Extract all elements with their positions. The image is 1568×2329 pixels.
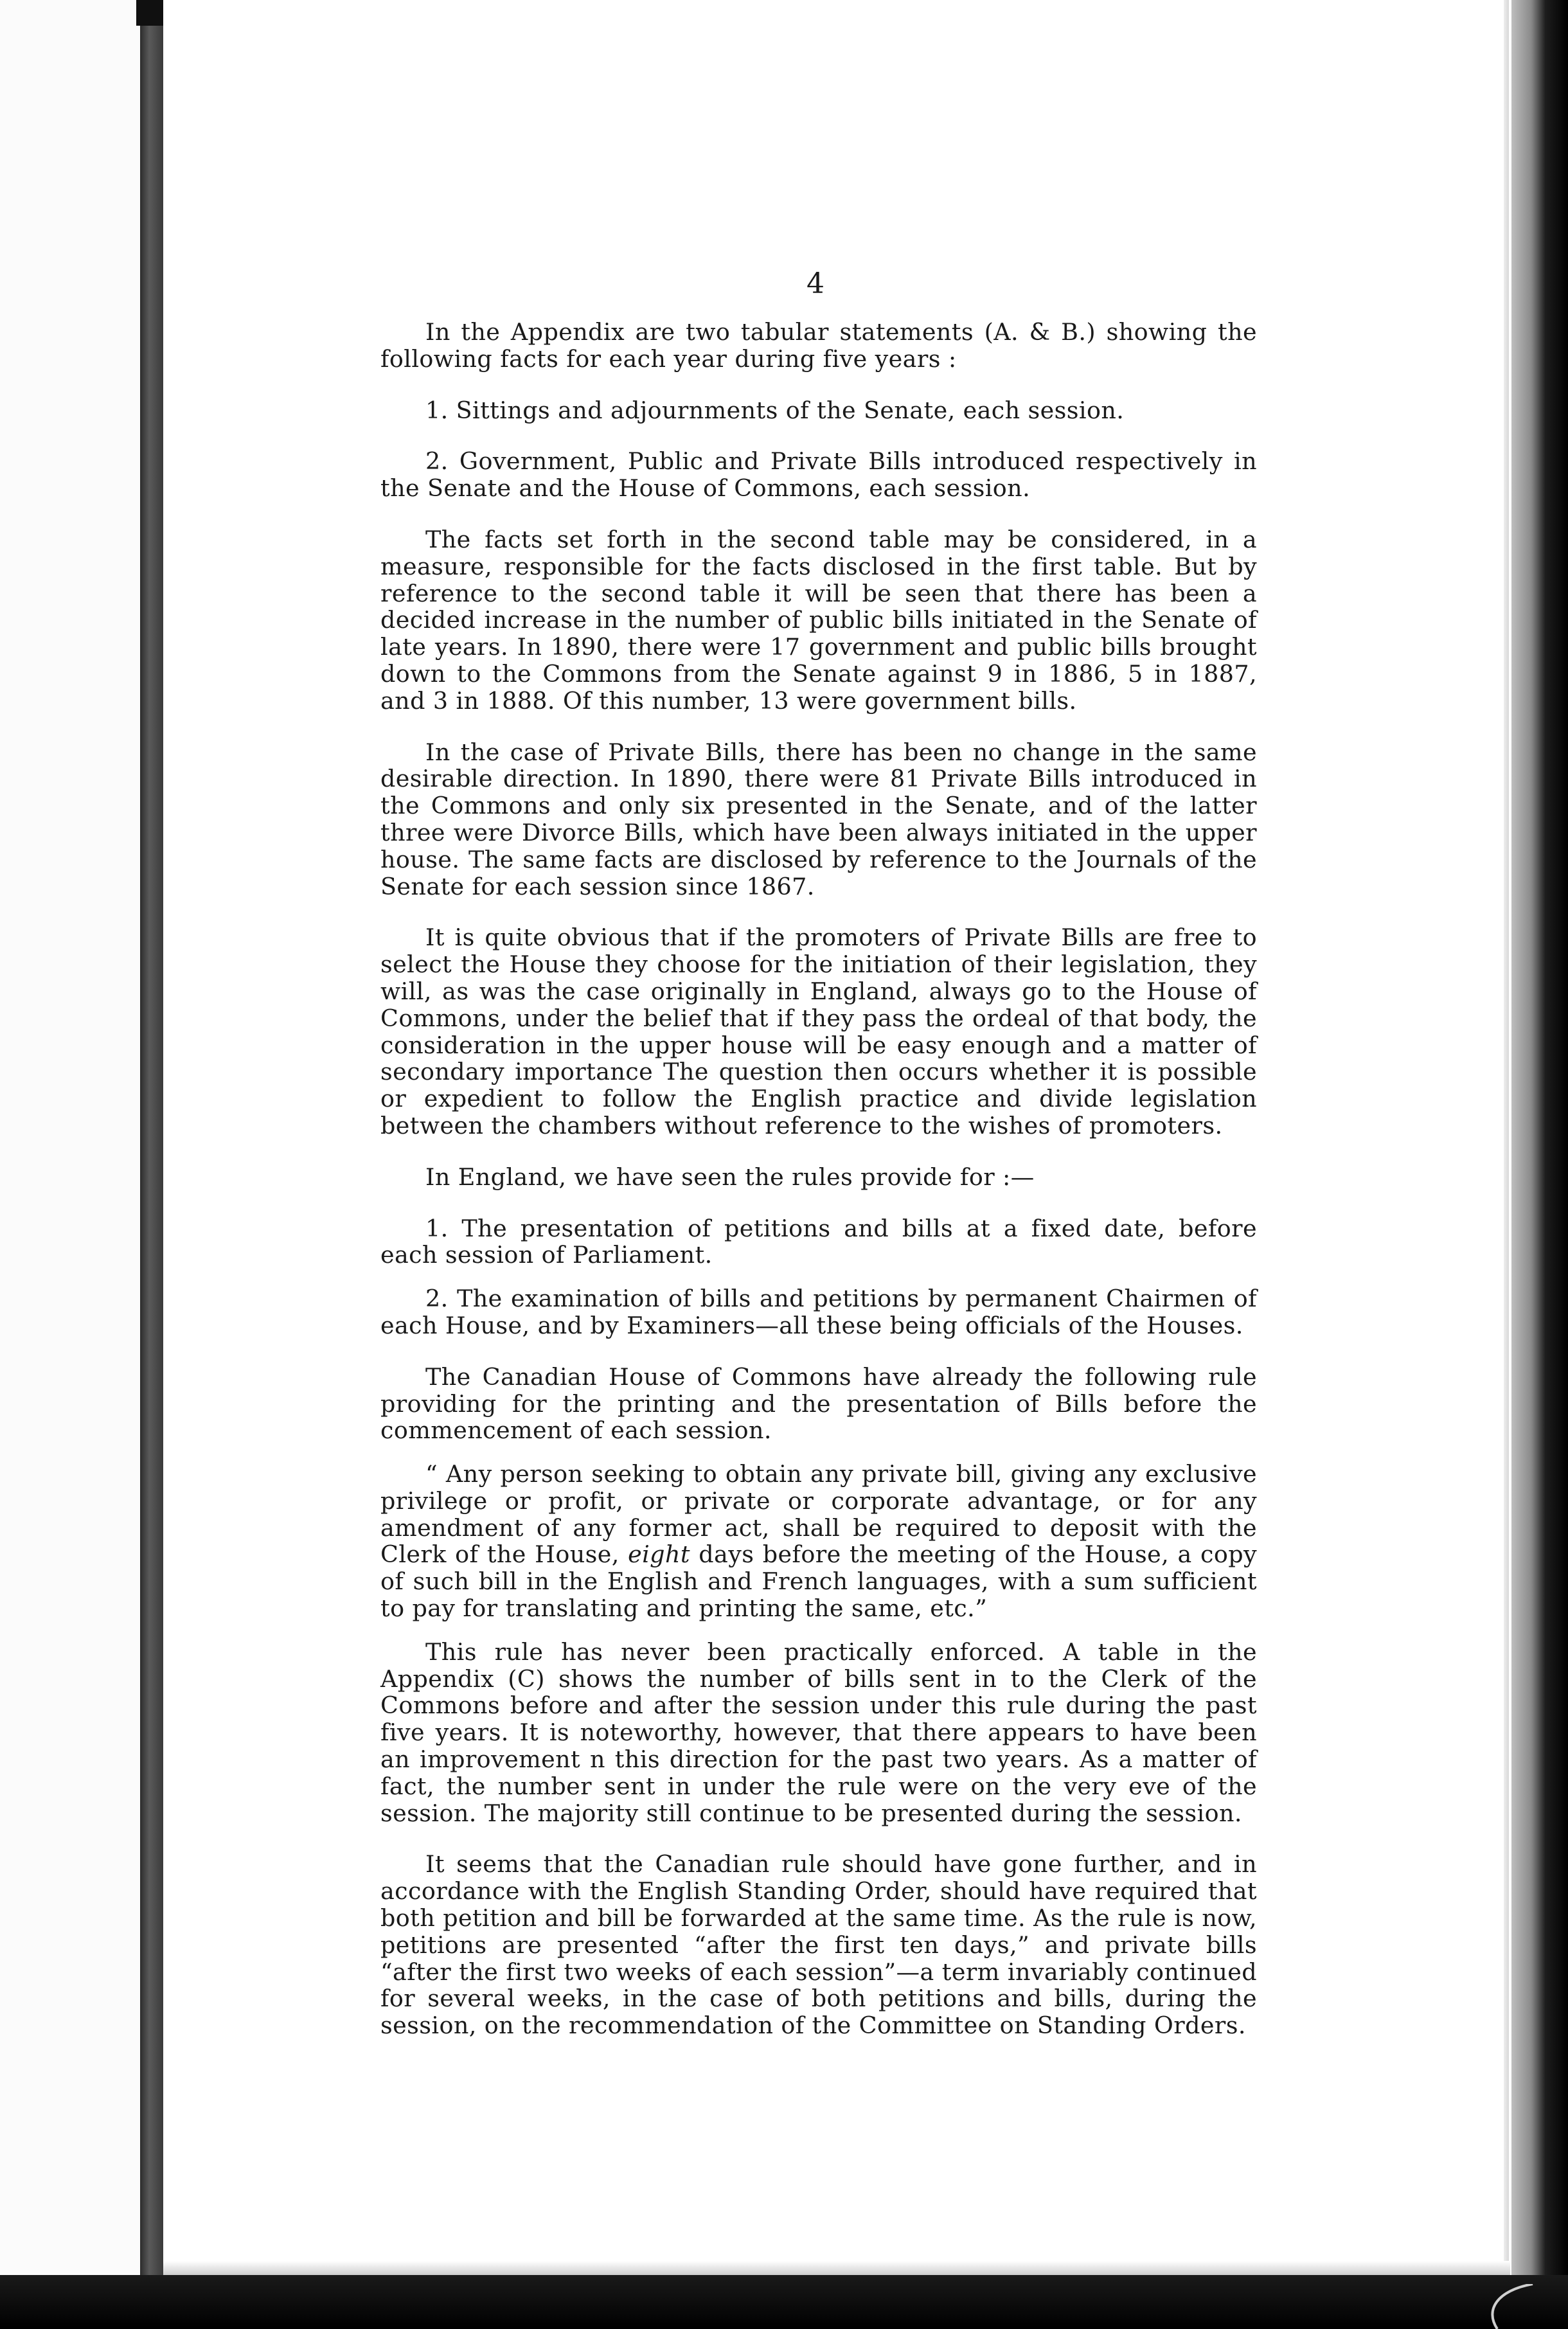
paragraph-rule-enforcement: This rule has never been practically enforced. A table in the Appendix (C) shows the number of bills sent in to the Clerk of the Commons before and after the session under this rule during the past five years. It is noteworthy, however, that there appears to have been an improvement n this direction for the past two years. As a matter of fact, the number sent in under the rule were on the very eve of the session. The majority still continue to be presented during the session. [380, 1637, 1257, 1827]
body-text [380, 319, 1257, 2064]
list-item-examination: 2. The examination of bills and petitions by permanent Chairmen of each House, and by Examiners—all these being officials of the Houses. [380, 1285, 1257, 1339]
paragraph-england-rules: In England, we have seen the rules provide for :— [425, 1163, 1035, 1191]
paragraph-second-table: The facts set forth in the second table may be considered, in a measure, responsible for the facts disclosed in the first table. But by reference to the second table it will be seen that there has been a decided increase in the number of public bills initiated in the Senate of late years. In 1890, there were 17 government and public bills brought down to the Commons from the Senate against 9 in 1886, 5 in 1887, and 3 in 1888. Of this number, 13 were government bills. [380, 525, 1257, 715]
list-item-sittings: 1. Sittings and adjournments of the Senate, each session. [425, 396, 1125, 424]
scanner-left-edge-top [136, 0, 165, 26]
quote-emphasis: eight [628, 1540, 690, 1569]
page-curl-mark [1472, 2284, 1542, 2329]
scanner-bottom-edge [0, 2275, 1568, 2329]
paragraph-canadian-rule: The Canadian House of Commons have already the following rule providing for the printing and the presentation of Bills before the commencement of each session. [380, 1362, 1257, 1445]
page-bottom-shadow [163, 2261, 1510, 2275]
list-item-presentation: 1. The presentation of petitions and bills at a fixed date, before each session of Parliament. [380, 1214, 1257, 1269]
scanner-right-edge [1511, 0, 1568, 2329]
quoted-rule [380, 1461, 1257, 1622]
paragraph-canadian-rule-further: It seems that the Canadian rule should have gone further, and in accordance with the English Standing Order, should have required that both petition and bill be forwarded at the same time. As the rule is now, petitions are presented “after the first ten days,” and private bills “after the first two weeks of each session”—a term invariably continued for several weeks, in the case of both petitions and bills, during the session, on the recommendation of the Committee on Standing Orders. [380, 1850, 1257, 2040]
list-item-bills: 2. Government, Public and Private Bills introduced respectively in the Senate and the House of Commons, each session. [380, 447, 1257, 503]
paragraph-private-bills: In the case of Private Bills, there has been no change in the same desirable direction. In 1890, there were 81 Private Bills introduced in the Commons and only six presented in the Senate, and of the latter three were Divorce Bills, which have been always initiated in the upper house. The same facts are disclosed by reference to the Journals of the Senate for each session since 1867. [380, 738, 1257, 900]
scanner-left-edge [140, 0, 163, 2275]
quote-before: “ Any person seeking to obtain any private bill, giving any exclusive privilege or profit, or private or corporate advantage, or for any amendment of any former act, shall be required to deposit with the Clerk of the House, [380, 1460, 1257, 1569]
page-number: 4 [806, 267, 824, 300]
scanner-left-margin [0, 0, 143, 2275]
quote-after: days before the meeting of the House, a copy of such bill in the English and French languages, with a sum sufficient to pay for translating and printing the same, etc.” [380, 1540, 1257, 1623]
paragraph-appendix-intro: In the Appendix are two tabular statements (A. & B.) showing the following facts for each year during five years : [380, 318, 1257, 373]
paragraph-promoters: It is quite obvious that if the promoters of Private Bills are free to select the House they choose for the initiation of their legislation, they will, as was the case originally in England, always go to the House of Commons, under the belief that if they pass the ordeal of that body, the consideration in the upper house will be easy enough and a matter of secondary importance The question then occurs whether it is possible or expedient to follow the English practice and divide legislation between the chambers without reference to the wishes of promoters. [380, 924, 1257, 1139]
